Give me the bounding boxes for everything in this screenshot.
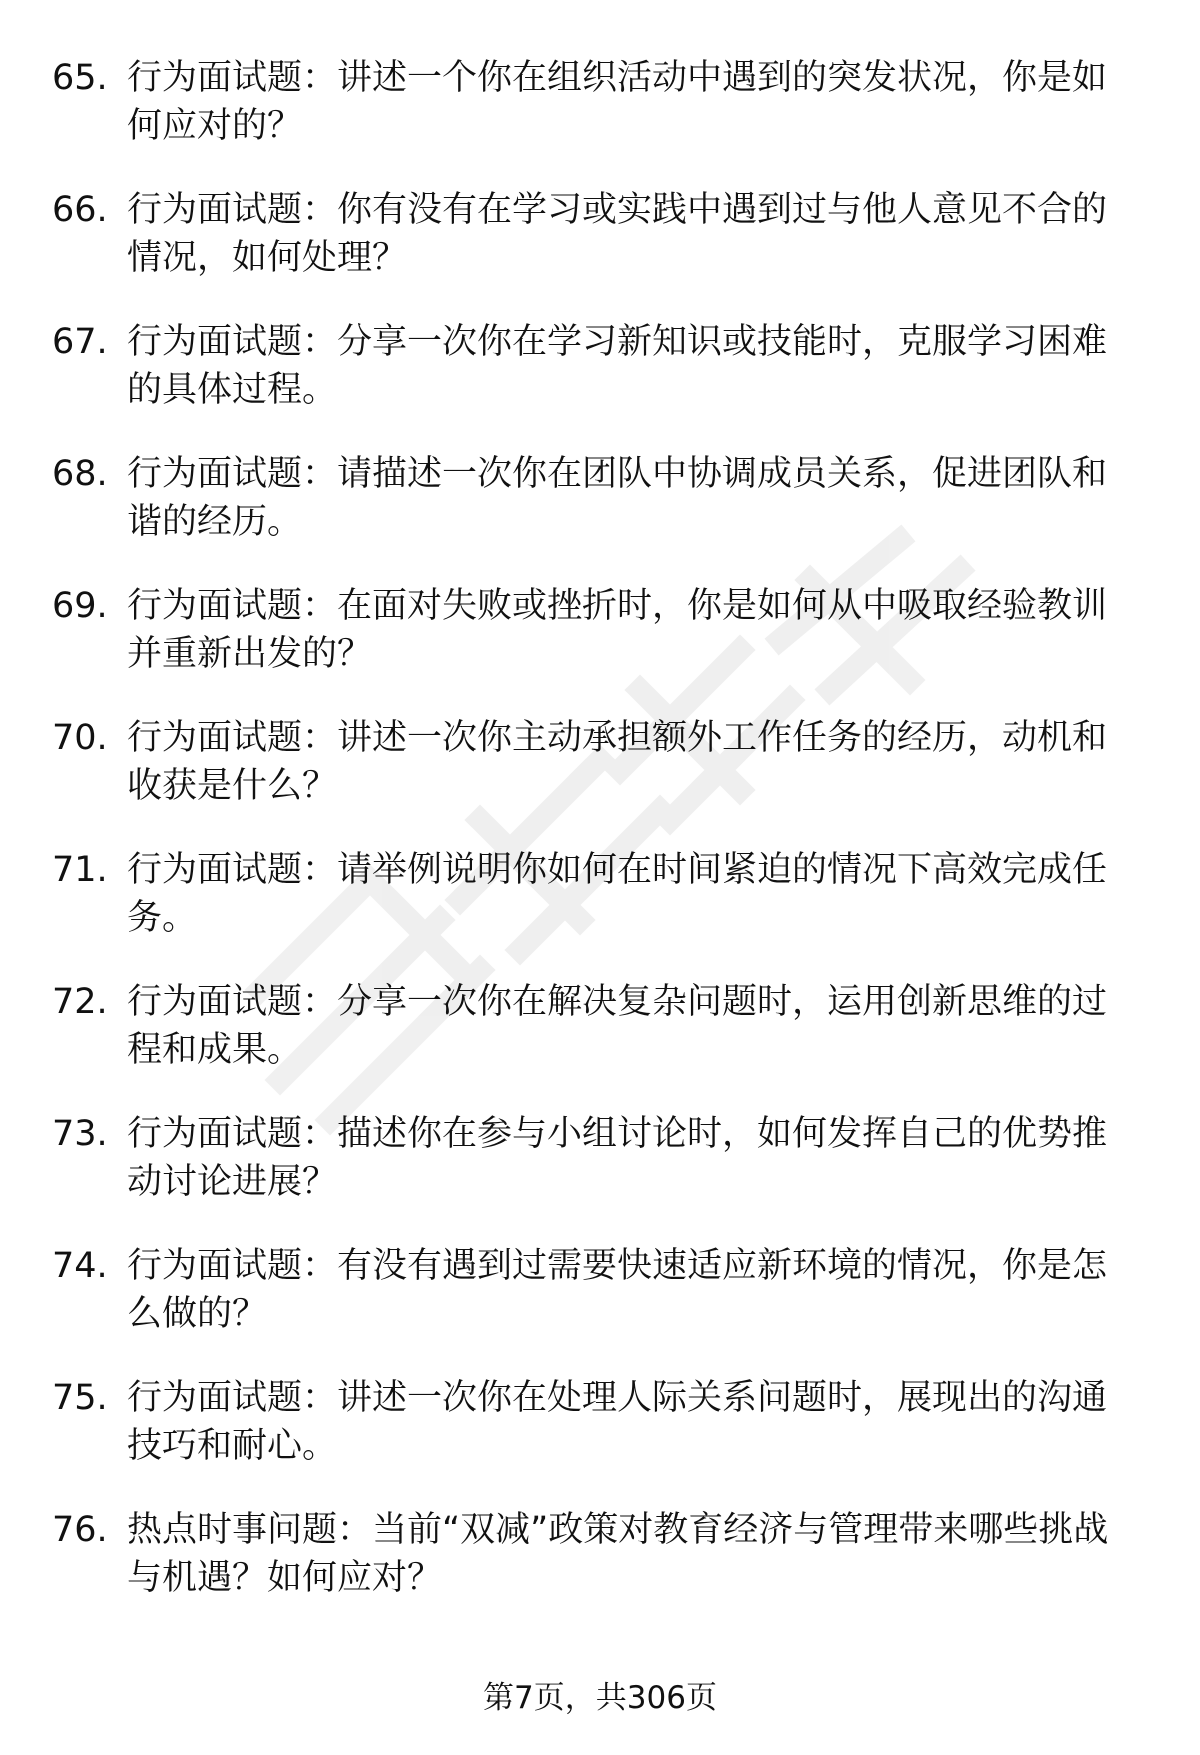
question-text: 行为面试题：分享一次你在学习新知识或技能时，克服学习困难的具体过程。 [127, 322, 1108, 410]
question-number: 67. [52, 322, 108, 362]
question-text: 行为面试题：讲述一次你主动承担额外工作任务的经历，动机和收获是什么？ [127, 718, 1108, 806]
question-text: 行为面试题：请描述一次你在团队中协调成员关系，促进团队和谐的经历。 [127, 454, 1108, 542]
page-number-label: 第7页，共306页 [483, 1680, 717, 1716]
question-item [0, 714, 1200, 846]
question-number: 74. [52, 1246, 108, 1286]
question-text: 行为面试题：请举例说明你如何在时间紧迫的情况下高效完成任务。 [127, 850, 1108, 938]
question-item [0, 450, 1200, 582]
question-item [0, 1110, 1200, 1242]
question-item [0, 186, 1200, 318]
question-number: 73. [52, 1114, 108, 1154]
question-item [0, 978, 1200, 1110]
question-text: 行为面试题：讲述一个你在组织活动中遇到的突发状况，你是如何应对的？ [127, 58, 1108, 146]
question-text: 行为面试题：描述你在参与小组讨论时，如何发挥自己的优势推动讨论进展？ [127, 1114, 1108, 1202]
question-number: 68. [52, 454, 108, 494]
question-text: 行为面试题：分享一次你在解决复杂问题时，运用创新思维的过程和成果。 [127, 982, 1108, 1070]
question-number: 76. [52, 1510, 108, 1550]
question-item [0, 54, 1200, 186]
question-item [0, 846, 1200, 978]
page-footer [0, 1678, 1200, 1718]
question-number: 72. [52, 982, 108, 1022]
question-item [0, 1506, 1200, 1638]
question-number: 69. [52, 586, 108, 626]
question-text: 行为面试题：在面对失败或挫折时，你是如何从中吸取经验教训并重新出发的？ [127, 586, 1108, 674]
question-item [0, 582, 1200, 714]
question-text: 热点时事问题：当前“双减”政策对教育经济与管理带来哪些挑战与机遇？如何应对？ [127, 1510, 1109, 1598]
question-number: 71. [52, 850, 108, 890]
question-number: 70. [52, 718, 108, 758]
question-item [0, 318, 1200, 450]
question-number: 66. [52, 190, 108, 230]
question-text: 行为面试题：讲述一次你在处理人际关系问题时，展现出的沟通技巧和耐心。 [127, 1378, 1108, 1466]
question-item [0, 1374, 1200, 1506]
question-number: 65. [52, 58, 108, 98]
question-item [0, 1242, 1200, 1374]
question-text: 行为面试题：你有没有在学习或实践中遇到过与他人意见不合的情况，如何处理？ [127, 190, 1108, 278]
question-list [0, 54, 1200, 1638]
question-number: 75. [52, 1378, 108, 1418]
question-text: 行为面试题：有没有遇到过需要快速适应新环境的情况，你是怎么做的？ [127, 1246, 1108, 1334]
